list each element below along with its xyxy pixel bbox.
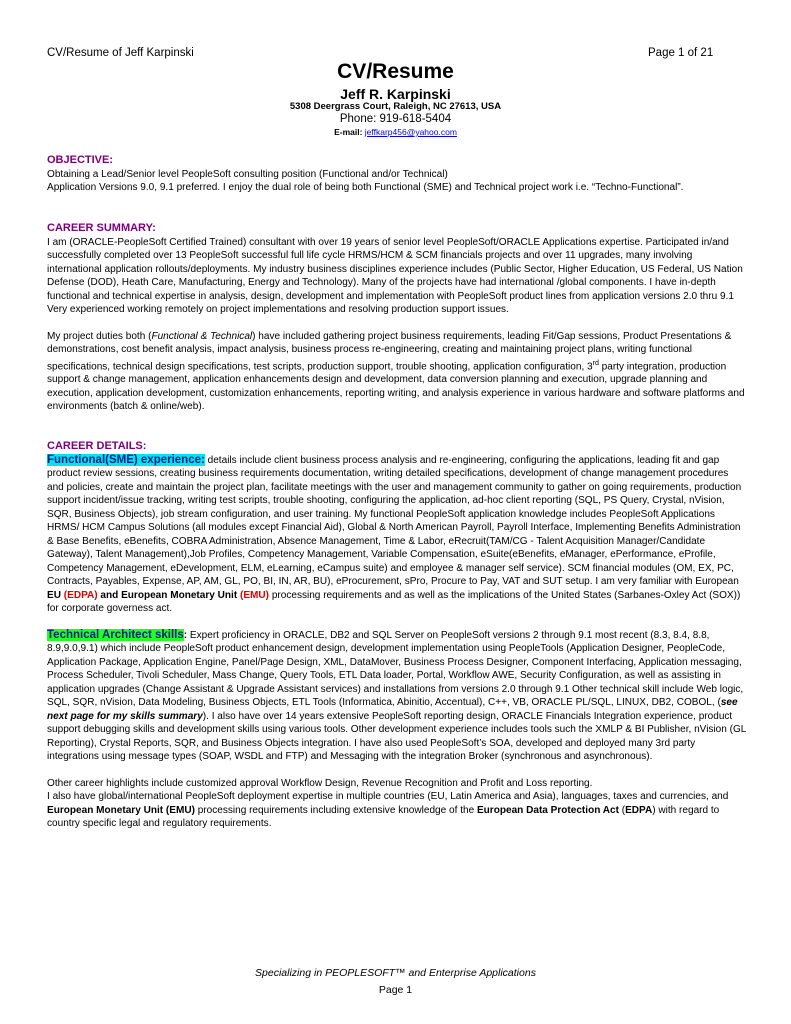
career-summary-paragraph-1: I am (ORACLE-PeopleSoft Certified Trained) consultant with over 19 years of senior level PeopleSoft/ORACLE Applications expertise. Participated in/and successfully completed over 13 PeopleSoft successful full life cycle HRMS/HCM & SCM financials projects and over 11 upgrades, many involving international application rollouts/deployments. My industry business disciplines experience includes (Public Sector, Higher Education, US Federal, US Nation Defense (DOD), Heath Care, Manufacturing, Energy and Technology). Many of the projects have had international /global components. I have in-depth functional and technical expertise in analysis, design, development and implementation with PeopleSoft product lines from application versions 2.0 thru 9.1 Very experienced working remotely on project implementations and resolving production support issues.	[47, 236, 743, 315]
objective-line-2: Application Versions 9.0, 9.1 preferred. I enjoy the dual role of being both Functional (SME) and Technical project work i.e. “Techno-Functional”.	[47, 182, 684, 193]
colon: :	[183, 629, 188, 641]
mailing-address: 5308 Deergrass Court, Raleigh, NC 27613, USA	[289, 101, 502, 112]
email-link[interactable]: jeffkarp456@yahoo.com	[364, 127, 457, 137]
phone-number: Phone: 919-618-5404	[339, 113, 452, 125]
emu-abbrev: (EMU)	[239, 589, 270, 601]
skills-summary-reference: see next page for my skills summary	[47, 697, 738, 722]
candidate-name: Jeff R. Karpinski	[340, 86, 451, 102]
summary-text: My project duties both (	[47, 330, 152, 342]
technical-text: Expert proficiency in ORACLE, DB2 and SQL Server on PeopleSoft versions 2 through 9.1 most recent (8.3, 8.4, 8.8, 8.9,9.0,9.1) which include PeopleSoft product enhancement design, development implementation using PeopleTools (Application Designer, PeopleCode, Application Package, Application Engine, Panel/Page Design, XML, DataMover, Business Process Designer, Component Interfacing, Application messaging, Process Scheduler, Tivoli Scheduler, Mass Change, Query Tools, ETL Data loader, Portal, Workflow AWE, Security Configuration, as well as assisting in application upgrades (Change Assistant & Upgrade Assistant services) and installations from versions 2.0 through 9.1 Other technical skill include Web logic, SQL, SQR, nVision, Data Modeling, Business Objects, ETL Tools (Informatica, Abinitio, Accentual), C++, VB, ORACLE PL/SQL, LINUX, DB2, COBOL, (	[47, 629, 744, 708]
global-text: (	[618, 804, 626, 816]
running-header-page: Page 1 of 21	[648, 47, 714, 59]
technical-skills-label: Technical Architect skills	[47, 628, 184, 641]
emu-term: and European Monetary Unit	[100, 589, 238, 601]
superscript-rd: rd	[592, 359, 599, 367]
objective-heading: OBJECTIVE:	[47, 154, 114, 166]
global-deployment-paragraph	[47, 790, 747, 831]
career-summary-section	[47, 222, 747, 414]
edpa-term: (EDPA)	[63, 589, 98, 601]
career-details-section	[47, 440, 747, 831]
technical-text: ). I also have over 14 years extensive PeopleSoft reporting design, ORACLE Financials Integration experience, product support debugging skills and development skills using various tools. Other development experience includes tools such the XMLP & BI Publisher, nVision (GL Reporting), Crystal Reports, SQR, and Business Objects integration. I have also used PeopleSoft’s SOA, developed and deployed many 3rd party integrations using message types (SOAP, WSDL and FTP) and Messaging with the integration Broker (synchronous and asynchronous).	[47, 710, 747, 762]
career-summary-paragraph-2	[47, 330, 747, 414]
edpa-abbrev: EDPA	[625, 804, 653, 816]
other-highlights-line: Other career highlights include customized approval Workflow Design, Revenue Recognition and Profit and Loss reporting.	[47, 777, 593, 789]
footer-tagline: Specializing in PEOPLESOFT™ and Enterprise Applications	[255, 967, 536, 979]
global-text: I also have global/international PeopleSoft deployment expertise in multiple countries (EU, Latin America and Asia), languages, taxes and currencies, and	[47, 791, 729, 802]
running-header-title: CV/Resume of Jeff Karpinski	[47, 47, 194, 59]
document-title: CV/Resume	[337, 60, 454, 83]
email-label: E-mail:	[334, 127, 363, 137]
emu-term-bold: European Monetary Unit (EMU)	[47, 804, 195, 816]
global-text: processing requirements including extensive knowledge of the	[194, 804, 477, 816]
footer-page-number: Page 1	[378, 984, 413, 996]
email-line	[0, 127, 791, 137]
objective-section	[47, 154, 747, 195]
functional-experience-label: Functional(SME) experience:	[47, 453, 205, 466]
summary-text: ) have included gathering project business requirements, leading Fit/Gap sessions, Product Presentations & demonstrations, cost benefit analysis, impact analysis, business process re-engineering, creating and maintaining project plans, writing functional specifications, technical design specifications, test scripts, production support, trouble shooting, application configuration, 3	[47, 330, 732, 372]
functional-text: processing requirements and as well as the implications of the United States (Sarbanes-Oxley Act (SOX)) for corporate governess act.	[47, 589, 741, 614]
eu-term: EU	[47, 589, 61, 601]
career-details-heading: CAREER DETAILS:	[47, 440, 147, 452]
technical-skills-paragraph	[47, 629, 747, 764]
objective-line-1: Obtaining a Lead/Senior level PeopleSoft consulting position (Functional and/or Technical)	[47, 168, 448, 180]
functional-text: details include client business process analysis and re-engineering, configuring the applications, leading fit and gap product review sessions, creating business requirements documentation, writing detailed specifications, development of change management procedures and policies, create and maintain the project plan, facilitate meetings with the user and management community to gather on going requirements, production support incident/issue tracking, writing test scripts, trouble shooting, configuring the application, ad-hoc client reporting (SQL, PS Query, Crystal, nVision, SQR, Business Objects), job stream configuration, and user training. My functional PeopleSoft application knowledge includes PeopleSoft Applications HRMS/ HCM Campus Solutions (all modules except Financial Aid), Global & North American Payroll, Payroll Interface, Implementing Benefits Administration & Base Benefits, eBenefits, COBRA Administration, Absence Management, Time & Labor, eRecruit(TAM/CG - Talent Acquisition Manager/Candidate Gateway), Talent Management),Job Profiles, Competency Management, Variable Compensation, eSuite(eBenefits, eManager, ePerformance, eProfile, Competency Management, eDevelopment, ELM, eLearning, eCampus suite) and employee & manager self service). SCM financial modules (OM, EX, PC, Contracts, Payables, Expense, AP, AM, GL, PO, BI, IN, AR, BU), eProcurement, sPro, Procure to Pay, VAT and SUT setup. I am very familiar with European	[47, 454, 742, 587]
summary-text: party integration, production support & change management, application enhancements design and development, data conversion planning and execution, upgrade planning and execution, application development, customization enhancements, reporting writing, and analysis experience in various hardware and software platforms and environments (batch & online/web).	[47, 360, 745, 413]
summary-emphasis: Functional & Technical	[151, 330, 253, 342]
career-summary-heading: CAREER SUMMARY:	[47, 222, 156, 234]
global-text: ) with regard to country specific legal and regulatory requirements.	[47, 804, 720, 829]
functional-experience-paragraph	[47, 454, 747, 616]
edpa-full-term: European Data Protection Act	[476, 804, 619, 816]
